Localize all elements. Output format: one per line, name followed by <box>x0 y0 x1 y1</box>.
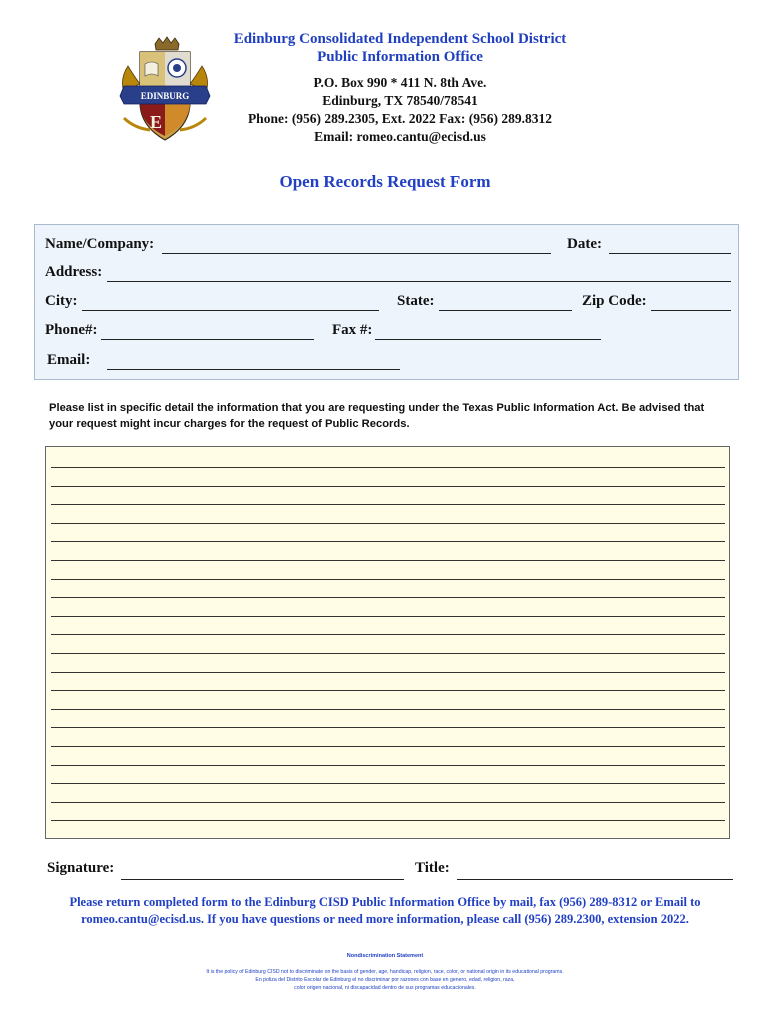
request-ruled-line <box>51 541 725 542</box>
name-company-label: Name/Company: <box>45 236 155 252</box>
request-instructions: Please list in specific detail the information that you are requesting under the Texas Public Information Act. Be advised that your request might incur charges for the request of Public Records. <box>49 402 705 430</box>
state-label: State: <box>397 293 435 309</box>
signature-label: Signature: <box>47 860 115 876</box>
address-label: Address: <box>45 264 103 280</box>
state-input[interactable] <box>439 292 572 310</box>
contact-email-line: Email: romeo.cantu@ecisd.us <box>314 129 486 144</box>
request-ruled-line <box>51 597 725 598</box>
title-input[interactable] <box>457 861 733 879</box>
phone-fax-line: Phone: (956) 289.2305, Ext. 2022 Fax: (956) 289.8312 <box>247 111 553 126</box>
date-label: Date: <box>567 236 602 252</box>
title-label: Title: <box>415 860 450 876</box>
nondiscrimination-text <box>100 968 670 992</box>
fax-input[interactable] <box>375 321 601 339</box>
return-instructions: Please return completed form to the Edinburg CISD Public Information Office by mail, fax (956) 289-8312 or Email to romeo.cantu@ecisd.us. If you have questions or need more information, please call (956) 289.2300, extension 2022. <box>69 895 701 926</box>
request-ruled-line <box>51 579 725 580</box>
request-details-area[interactable] <box>45 446 730 839</box>
request-ruled-line <box>51 727 725 728</box>
city-input[interactable] <box>82 292 379 310</box>
city-underline <box>82 310 379 311</box>
name-company-input[interactable] <box>162 235 551 253</box>
address-line-2: Edinburg, TX 78540/78541 <box>322 93 478 108</box>
date-input[interactable] <box>609 235 731 253</box>
request-ruled-line <box>51 486 725 487</box>
date-underline <box>609 253 731 254</box>
request-ruled-line <box>51 820 725 821</box>
nondiscrimination-line-3: color origen nacional, ni discapacidad dentro de sus programas educacionales. <box>294 985 476 991</box>
address-underline <box>107 281 731 282</box>
request-ruled-line <box>51 765 725 766</box>
request-ruled-line <box>51 560 725 561</box>
state-underline <box>439 310 572 311</box>
phone-input[interactable] <box>101 321 314 339</box>
nondiscrimination-line-2: En poliza del Distrito Escolar de Edinburg el no discriminar por razones con base en genero, edad, religion, raza, <box>255 977 515 983</box>
city-label: City: <box>45 293 78 309</box>
request-ruled-line <box>51 467 725 468</box>
request-ruled-line <box>51 653 725 654</box>
office-name: Public Information Office <box>317 49 483 65</box>
request-ruled-line <box>51 802 725 803</box>
email-underline <box>107 369 400 370</box>
zip-code-label: Zip Code: <box>582 293 647 309</box>
email-input[interactable] <box>107 351 400 369</box>
signature-underline <box>121 879 404 880</box>
address-input[interactable] <box>107 263 731 281</box>
request-ruled-line <box>51 746 725 747</box>
district-name: Edinburg Consolidated Independent School District <box>233 31 567 47</box>
request-ruled-line <box>51 672 725 673</box>
phone-label: Phone#: <box>45 322 98 338</box>
crest-letter: E <box>150 112 163 132</box>
address-line-1: P.O. Box 990 * 411 N. 8th Ave. <box>313 75 487 90</box>
email-label: Email: <box>47 352 91 368</box>
request-ruled-line <box>51 616 725 617</box>
title-underline <box>457 879 733 880</box>
crest-banner-text: EDINBURG <box>140 91 190 101</box>
request-ruled-line <box>51 634 725 635</box>
fax-label: Fax #: <box>332 322 373 338</box>
request-ruled-line <box>51 690 725 691</box>
requester-info-section <box>34 224 739 380</box>
form-title: Open Records Request Form <box>279 172 491 191</box>
request-ruled-line <box>51 783 725 784</box>
name-company-underline <box>162 253 551 254</box>
signature-input[interactable] <box>121 861 404 879</box>
request-ruled-line <box>51 504 725 505</box>
request-ruled-line <box>51 523 725 524</box>
fax-underline <box>375 339 601 340</box>
zip-code-input[interactable] <box>651 292 731 310</box>
zip-code-underline <box>651 310 731 311</box>
phone-underline <box>101 339 314 340</box>
nondiscrimination-title: Nondiscrimination Statement <box>346 953 424 959</box>
nondiscrimination-line-1: It is the policy of Edinburg CISD not to discriminate on the basis of gender, age, handicap, religion, race, color, or national origin in its educational programs. <box>206 969 564 975</box>
request-ruled-line <box>51 709 725 710</box>
